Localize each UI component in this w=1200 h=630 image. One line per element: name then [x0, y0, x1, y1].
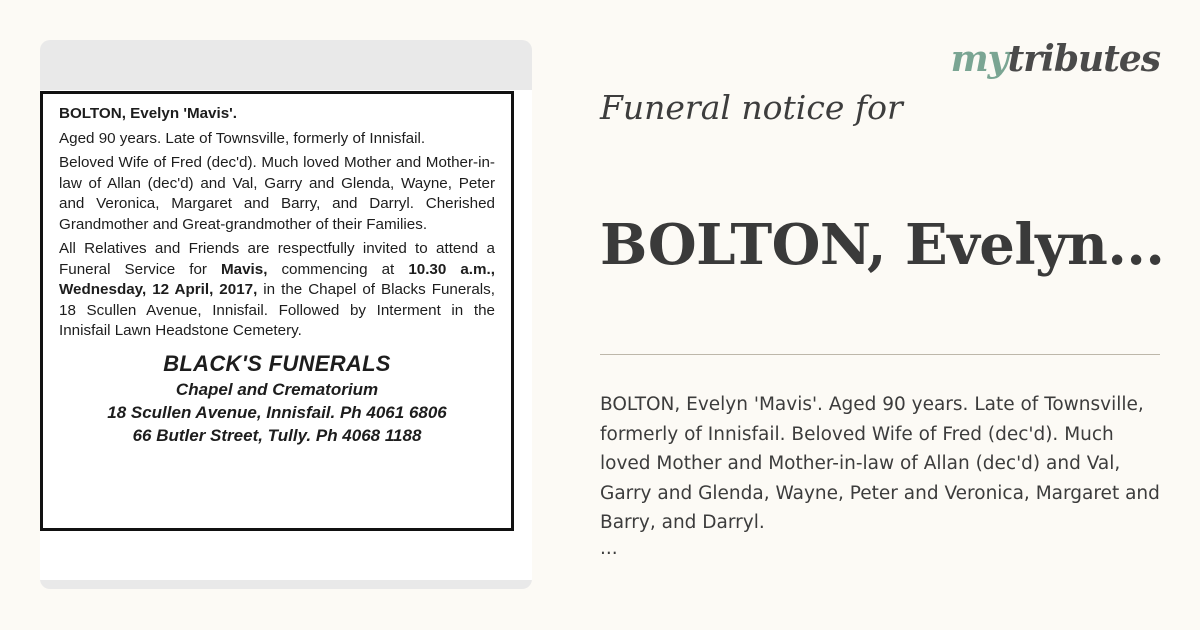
funeral-notice-label: Funeral notice for	[600, 88, 903, 127]
invite-text-1: All Relatives and Friends are respectfully invited to attend a Funeral Service for	[59, 240, 495, 278]
notice-image	[40, 90, 532, 580]
summary-ellipsis: ...	[600, 537, 618, 559]
invite-name: Mavis,	[220, 260, 268, 278]
funeral-company-sub: Chapel and Crematorium	[175, 379, 379, 399]
logo-part-tributes: tributes	[1007, 38, 1160, 80]
funeral-company	[59, 350, 495, 447]
logo-part-my: my	[950, 38, 1008, 80]
notice-invitation	[59, 239, 495, 342]
invite-text-2: commencing at	[267, 260, 409, 278]
funeral-company-name: BLACK'S FUNERALS	[163, 350, 391, 376]
notice-name: BOLTON, Evelyn 'Mavis'.	[59, 105, 237, 122]
notice-age: Aged 90 years. Late of Townsville, formerly of Innisfail.	[59, 129, 426, 147]
invite-time: 10.30 a.m., Wednesday, 12 April, 2017,	[59, 260, 495, 298]
deceased-name: BOLTON, Evelyn...	[600, 212, 1165, 278]
funeral-address-2: 66 Butler Street, Tully. Ph 4068 1188	[132, 425, 422, 445]
summary-text: BOLTON, Evelyn 'Mavis'. Aged 90 years. Late of Townsville, formerly of Innisfail. Beloved Wife of Fred (dec'd). Much loved Mother and Mother-in-law of Allan (dec'd) and Val, Garry and Glenda, Wayne, Peter and Veronica, Margaret and Barry, and Darryl.	[600, 394, 1160, 533]
mytributes-logo[interactable]	[951, 38, 1160, 80]
invite-text-3: in the Chapel of Blacks Funerals, 18 Scullen Avenue, Innisfail. Followed by Interment in the Innisfail Lawn Headstone Cemetery.	[59, 281, 495, 339]
newspaper-notice	[40, 91, 514, 531]
notice-image-card	[40, 40, 532, 589]
divider	[600, 354, 1160, 355]
notice-summary	[600, 390, 1160, 560]
notice-family: Beloved Wife of Fred (dec'd). Much loved Mother and Mother-in-law of Allan (dec'd) and Val, Garry and Glenda, Wayne, Peter and Veronica, Margaret and Barry, and Darryl. Cherished Grandmother and Great-grandmother of their Families.	[59, 154, 495, 233]
funeral-address-1: 18 Scullen Avenue, Innisfail. Ph 4061 6806	[107, 402, 447, 422]
